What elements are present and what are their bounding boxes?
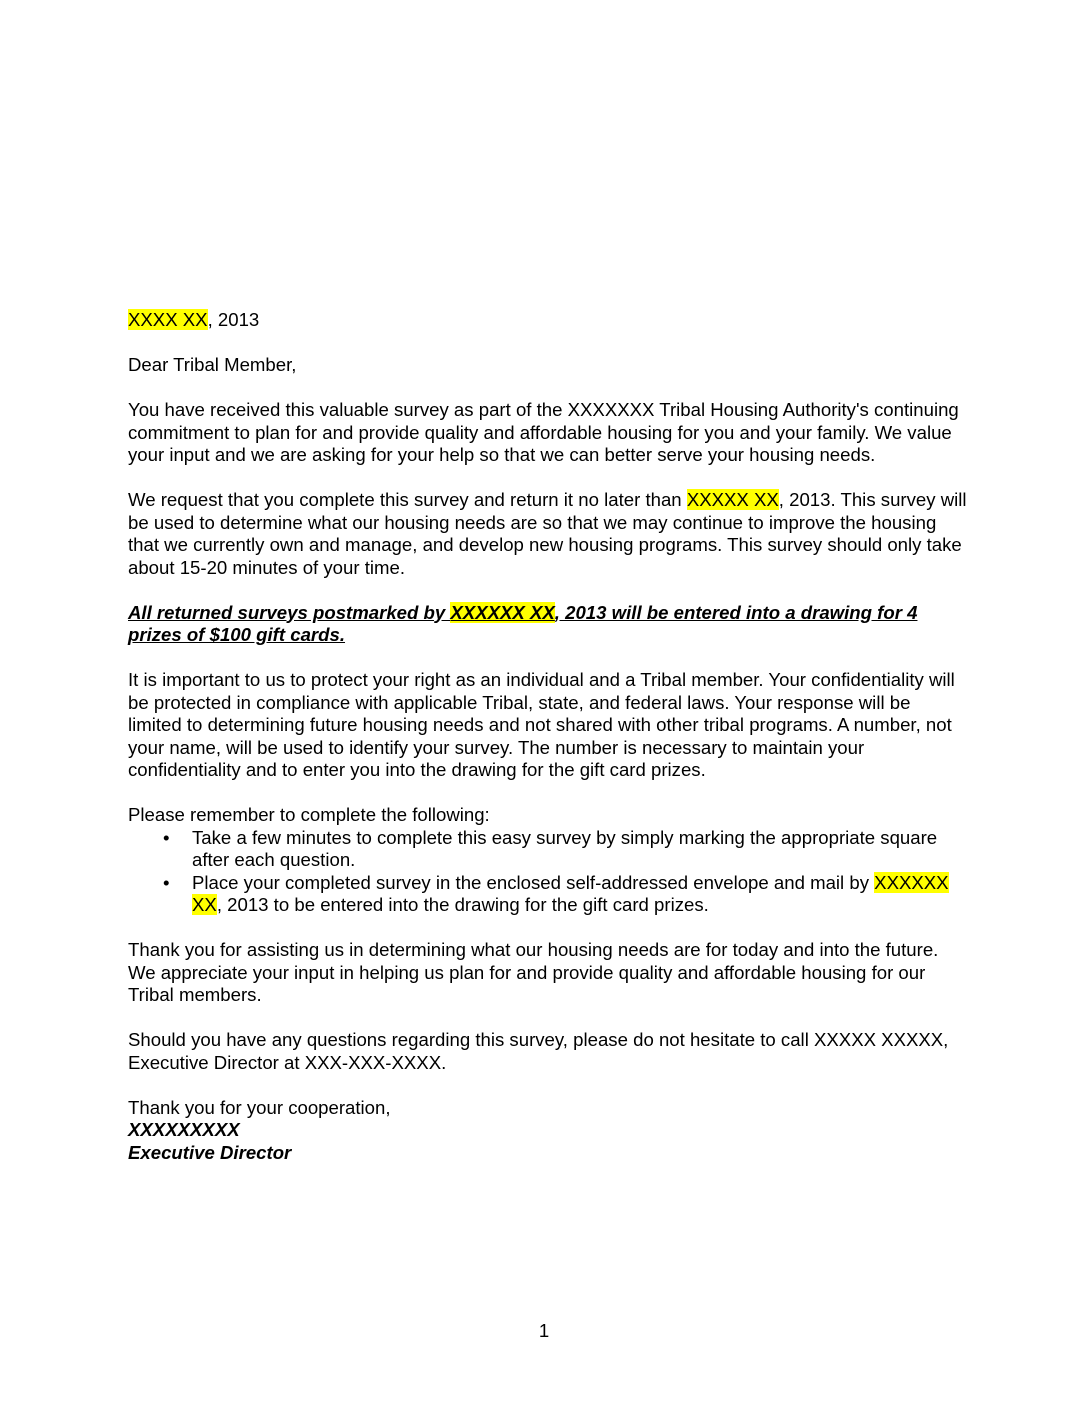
return-date-placeholder: XXXXX XX [686, 489, 779, 510]
paragraph-request [128, 489, 968, 579]
drawing-notice [128, 602, 968, 647]
list-item-text-end: , 2013 to be entered into the drawing for the gift card prizes. [216, 894, 709, 915]
reminder-list [128, 827, 968, 917]
letter-date [128, 309, 968, 332]
closing: Thank you for your cooperation, [128, 1096, 391, 1118]
mail-date-placeholder: XXXXXX XX [192, 871, 949, 915]
date-year: , 2013 [207, 309, 260, 330]
notice-text-end: , 2013 will be entered into a drawing for 4 prizes of $100 gift cards. [128, 601, 918, 645]
list-item-text: Take a few minutes to complete this easy survey by simply marking the appropriate square after each question. [192, 826, 938, 870]
postmark-date-placeholder: XXXXXX XX [450, 601, 555, 623]
paragraph-thanks: Thank you for assisting us in determining what our housing needs are for today and into the future. We appreciate your input in helping us plan for and provide quality and affordable housing for our Tribal members. [128, 939, 939, 1005]
bullet-icon: • [163, 826, 170, 848]
list-item [128, 827, 968, 872]
paragraph-contact: Should you have any questions regarding this survey, please do not hesitate to call XXXXX XXXXX, Executive Director at XXX-XXX-XXXX. [128, 1029, 949, 1073]
signature-title: Executive Director [128, 1141, 292, 1163]
request-text-start: We request that you complete this survey and return it no later than [128, 489, 687, 510]
letter-body [128, 309, 968, 1164]
list-item [128, 872, 968, 917]
page-number: 1 [538, 1320, 550, 1341]
bullet-icon: • [163, 871, 170, 893]
list-intro: Please remember to complete the following: [128, 804, 490, 825]
paragraph-intro: You have received this valuable survey as part of the XXXXXXX Tribal Housing Authority's continuing commitment to plan for and provide quality and affordable housing for you and your family. We value your input and we are asking for your help so that we can better serve your housing needs. [128, 399, 959, 465]
paragraph-confidentiality: It is important to us to protect your right as an individual and a Tribal member. Your confidentiality will be protected in compliance with applicable Tribal, state, and federal laws. Your response will be limited to determining future housing needs and not shared with other tribal programs. A number, not your name, will be used to identify your survey. The number is necessary to maintain your confidentiality and to enter you into the drawing for the gift card prizes. [128, 669, 955, 780]
salutation: Dear Tribal Member, [128, 354, 297, 375]
date-placeholder: XXXX XX [128, 309, 208, 330]
notice-text-start: All returned surveys postmarked by [128, 601, 451, 623]
signature-name: XXXXXXXXX [128, 1119, 240, 1140]
request-text-end: , 2013. This survey will be used to determine what our housing needs are so that we may continue to improve the housing that we currently own and manage, and develop new housing programs. This survey should only take about 15-20 minutes of your time. [128, 489, 967, 578]
list-item-text: Place your completed survey in the enclosed self-addressed envelope and mail by [192, 871, 875, 893]
